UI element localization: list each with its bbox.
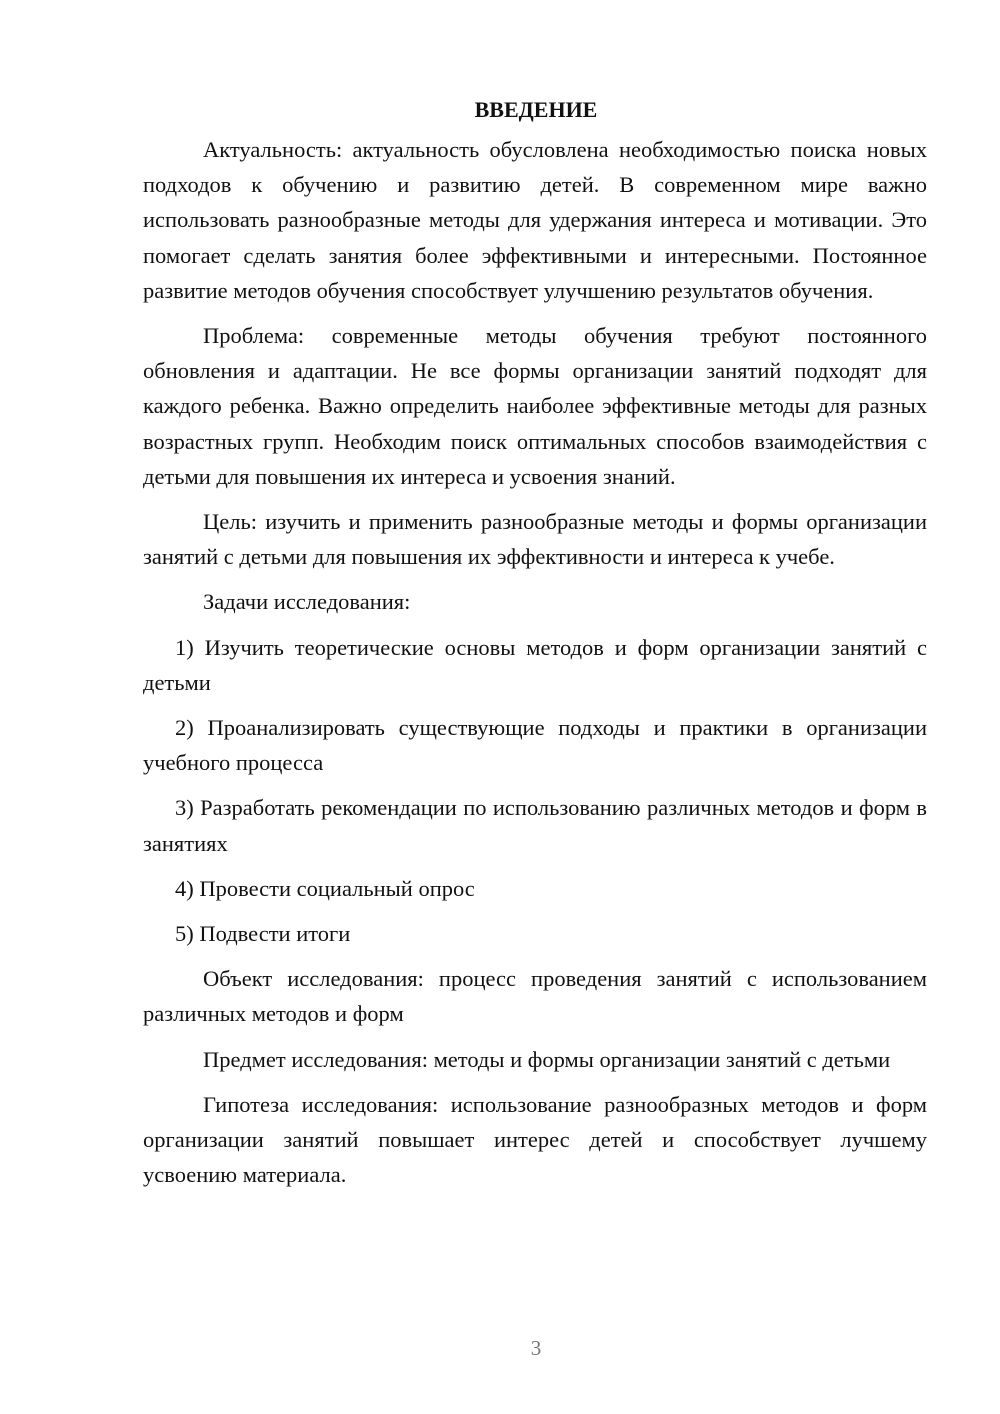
page-title: ВВЕДЕНИЕ [474,97,598,122]
paragraph-subject: Предмет исследования: методы и формы организации занятий с детьми [203,1046,891,1072]
list-item: 3) Разработать рекомендации по использованию различных методов и форм в занятиях [143,795,927,856]
list-item: 2) Проанализировать существующие подходы и практики в организации учебного процесса [143,715,927,776]
page-content [143,92,927,1202]
paragraph-relevance: Актуальность: актуальность обусловлена необходимостью поиска новых подходов к обучению и развитию детей. В современном мире важно использовать разнообразные методы для удержания интереса и мотивации. Это помогает сделать занятия более эффективными и интересными. Постоянное развитие методов обучения способствует улучшению результатов обучения. [143,137,927,303]
paragraph-goal: Цель: изучить и применить разнообразные методы и формы организации занятий с детьми для повышения их эффективности и интереса к учебе. [143,509,927,570]
paragraph-hypothesis: Гипотеза исследования: использование разнообразных методов и форм организации занятий повышает интерес детей и способствует лучшему усвоению материала. [143,1091,927,1188]
page-number: 3 [530,1336,542,1360]
paragraph-object: Объект исследования: процесс проведения занятий с использованием различных методов и форм [143,966,927,1027]
list-item: 1) Изучить теоретические основы методов и форм организации занятий с детьми [143,634,927,695]
paragraph-problem: Проблема: современные методы обучения требуют постоянного обновления и адаптации. Не все формы организации занятий подходят для каждого ребенка. Важно определить наиболее эффективные методы для разных возрастных групп. Необходим поиск оптимальных способов взаимодействия с детьми для повышения их интереса и усвоения знаний. [143,323,927,489]
list-item: 5) Подвести итоги [175,921,351,947]
paragraph-tasks-heading: Задачи исследования: [203,589,411,615]
list-item: 4) Провести социальный опрос [175,875,475,901]
